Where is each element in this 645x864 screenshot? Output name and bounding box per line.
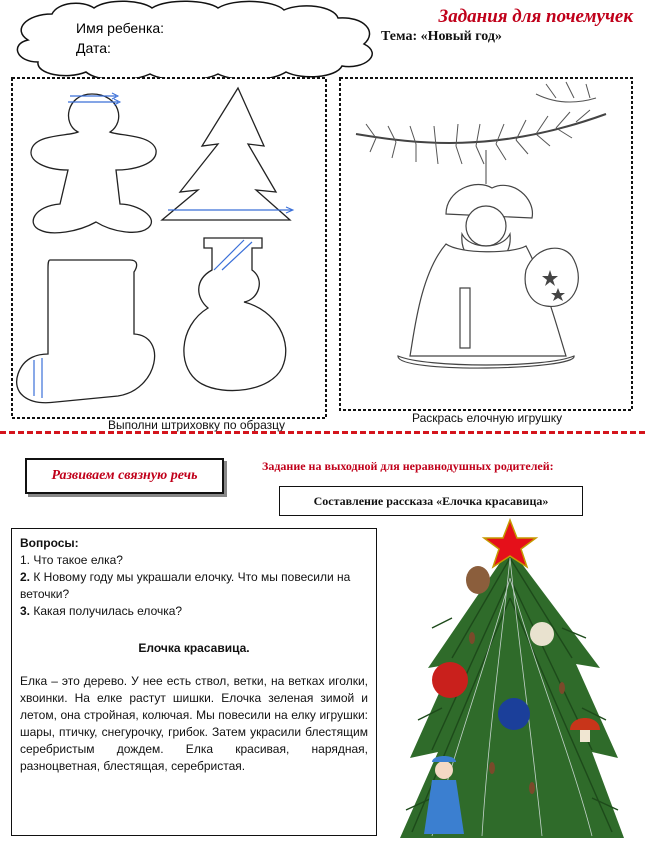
speech-development-box: Развиваем связную речь (25, 458, 224, 494)
questions-story-box (11, 528, 377, 836)
hatching-panel (8, 74, 330, 424)
child-name-label: Имя ребенка: (76, 20, 165, 36)
hatching-caption: Выполни штриховку по образцу (108, 418, 285, 432)
christmas-tree-image (392, 518, 640, 860)
question-item: 3. Какая получилась елочка? (20, 604, 183, 618)
section-divider (0, 431, 645, 434)
questions-heading: Вопросы: (20, 536, 79, 550)
story-title: Елочка красавица. (138, 641, 250, 655)
story-title-box: Составление рассказа «Елочка красавица» (279, 486, 583, 516)
topic-label: Тема: «Новый год» (381, 29, 502, 44)
page-title: Задания для почемучек (438, 6, 633, 27)
name-cloud (12, 0, 392, 80)
weekend-task-label: Задание на выходной для неравнодушных родителей: (262, 459, 554, 473)
question-item: 1. Что такое елка? (20, 553, 123, 567)
story-text: Елка – это дерево. У нее есть ствол, ветки, на ветках иголки, хвоинки. На елке растут шишки. Елочка зеленая зимой и летом, она стройная, колючая. Мы повесили на елку игрушки: шары, птичку, снегурочку, грибок. Затем украсили блестящим серебристым дождем. Елка красивая, нарядная, разноцветная, блестящая, серебристая. (20, 674, 368, 773)
date-label: Дата: (76, 40, 111, 56)
coloring-panel (336, 74, 636, 414)
question-item: 2. К Новому году мы украшали елочку. Что мы повесили на веточки? (20, 570, 351, 601)
coloring-caption: Раскрась елочную игрушку (412, 411, 563, 425)
